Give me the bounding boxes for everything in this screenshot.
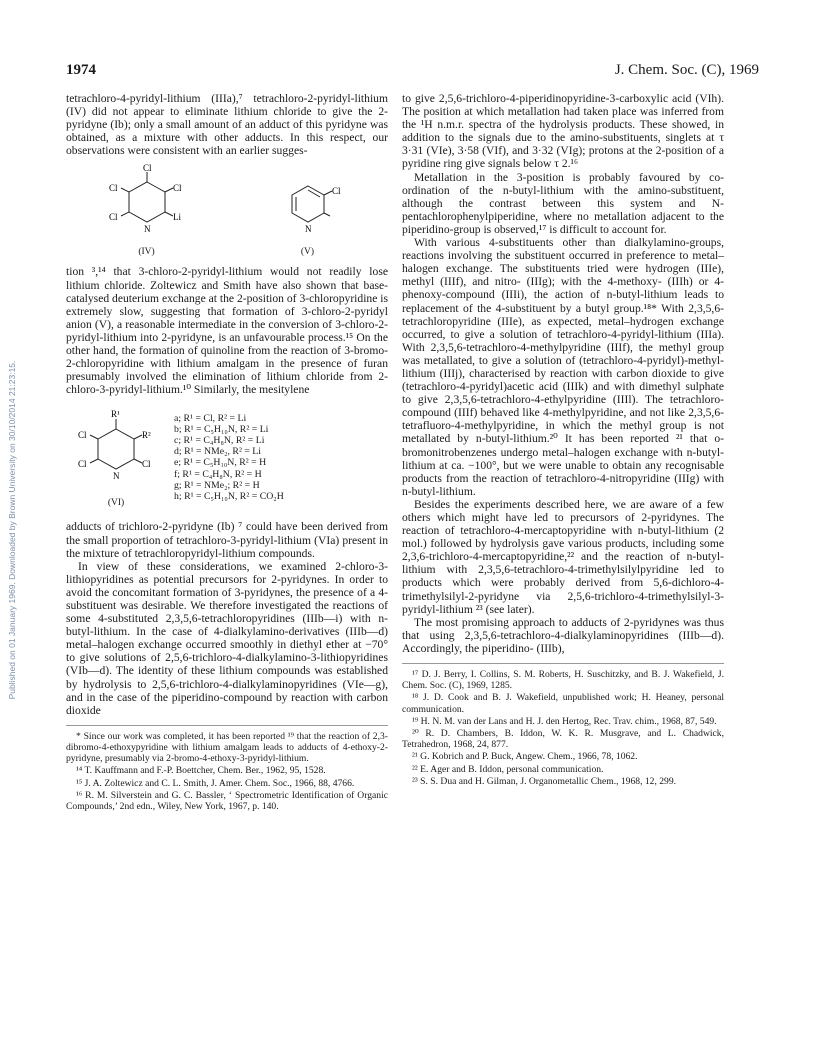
footnotes [402,663,724,787]
footnote: ²¹ G. Kobrich and P. Buck, Angew. Chem., 1966, 78, 1062. [412,751,638,763]
journal-header: J. Chem. Soc. (C), 1969 [614,62,759,78]
atom-cl: Cl [78,458,87,469]
publication-sidebar [1,0,23,1059]
atom-cl: Cl [172,183,182,194]
substituent-item: f; R¹ = C₄H₈N, R² = H [174,468,262,480]
substituent-item: c; R¹ = C₄H₈N, R² = Li [174,435,265,446]
substituent-item: e; R¹ = C₅H₁₀N, R² = H [174,457,267,469]
footnote: * Since our work was completed, it has been reported ¹⁹ that the reaction of 2,3-dibromo-4-ethoxypyridine with lithium amalgam leads to adducts of 4-ethoxy-2-pyridyne, presumably via 2-bromo-4-ethoxy-3-pyridyl-lithium. [66,730,388,765]
structure-label: (V) [300,247,315,258]
structure-vi-drawing [76,405,156,495]
atom-cl: Cl [108,212,118,223]
substituent-item: b; R¹ = C₅H₁₀N, R² = Li [174,423,269,435]
substituent-item: d; R¹ = NMe₂, R² = Li [174,446,262,458]
right-column [402,92,724,788]
atom-n: N [113,470,120,481]
substituent-item: a; R¹ = Cl, R² = Li [174,412,247,424]
substituent-item: h; R¹ = C₅H₁₀N, R² = CO₂H [174,491,284,503]
structure-vi-block [66,402,388,512]
structure-iv [107,164,187,259]
structure-v-drawing [268,164,348,244]
paragraph: With various 4-substituents other than dialkylamino-groups, reactions involving the substituent occurred in preference to metal–halogen exchange. The substituents tried were hydrogen (IIIe), methyl (IIIf), and nitro- (IIIg); with the 4-methoxy- (IIIh) or 4-phenoxy-compound (IIIi), the action of n-butyl-lithium leads to replacement of the 4-substituent by a butyl group.¹⁸* With 2,3,5,6-tetrachloropyridine (IIIe), as expected, metal–hydrogen exchange occurred, to give a solution of tetrachloro-4-pyridyl-lithium (IIIa). With 2,3,5,6-tetrachloro-4-methylpyridine (IIIf), the methyl group was metallated, to give a solution of (tetrachloro-4-pyridyl)-methyl-lithium (IIIj), characterised by reaction with carbon dioxide to give (tetrachloro-4-pyridyl)acetic acid (IIIk) and with dimethyl sulphate to give 2,3,5,6-tetrachloro-4-ethylpyridine (IIIl). The tetrachloro-compound (IIIf) behaved like 4-methylpyridine, and not like 2,3,5,6-tetrafluoro-4-methylpyridine, in which the methyl group is not metallated by n-butyl-lithium.²⁰ It has been reported ²¹ that o-bromonitrobenzenes undergo metal–halogen exchange with n-butyl-lithium at ca. −100°, but we were unable to obtain any recognisable products from the reaction of tetrachloro-4-nitropyridine (IIIg) with n-butyl-lithium. [402,236,724,498]
paragraph: In view of these considerations, we examined 2-chloro-3-lithiopyridines as potential precursors for 2-pyridynes. In order to avoid the concomitant formation of 3-pyridynes, the presence of a 4-substituent was desirable. We therefore investigated the reactions of some 4-substituted 2,3,5,6-tetrachloropyridines (IIIb—i) with n-butyl-lithium. In the case of 4-dialkylamino-derivatives (IIIb—d) metal–halogen exchange occurred smoothly in diethyl ether at −70° to give solutions of 2,5,6-trichloro-4-dialkylamino-3-lithiopyridines (VIb—d). The identity of these lithium compounds was established by hydrolysis to 2,5,6-trichloro-4-dialkylaminopyridines (VIe—g), and in the case of the piperidino-compound by reaction with carbon dioxide [66,559,388,717]
footnotes [66,725,388,812]
footnote: ¹⁶ R. M. Silverstein and G. C. Bassler, ‘ Spectrometric Identification of Organic Compounds,’ 2nd edn., Wiley, New York, 1967, p. 140. [66,789,388,813]
structure-iv-drawing [107,164,187,244]
footnote: ¹⁹ H. N. M. van der Lans and H. J. den Hertog, Rec. Trav. chim., 1968, 87, 549. [412,715,717,727]
structure-label: (VI) [107,497,125,508]
structure-v [268,164,348,259]
atom-r2: R² [142,429,151,440]
structure-row [66,161,388,259]
atom-n: N [143,224,150,235]
paragraph: Metallation in the 3-position is probably favoured by co-ordination of the n-butyl-lithium with the amino-substituent, although the contrast between this system and N-pentachlorophenylpiperidine, where no metallation adjacent to the piperidino-group is observed,¹⁷ is difficult to account for. [402,170,724,236]
footnote: ¹⁸ J. D. Cook and B. J. Wakefield, unpublished work; H. Heaney, personal communication. [402,692,724,715]
left-column [66,92,388,813]
paragraph: adducts of trichloro-2-pyridyne (Ib) ⁷ could have been derived from the small proportion of tetrachloro-3-pyridyl-lithium (VIa) present in the mixture of tetrachloropyridyl-lithium compounds. [66,520,388,560]
footnote: ²⁰ R. D. Chambers, B. Iddon, W. K. R. Musgrave, and L. Chadwick, Tetrahedron, 1968, 24, 877. [402,728,724,751]
atom-li: Li [172,212,181,223]
sidebar-text: Published on 01 January 1969. Downloaded by Brown University on 30/10/2014 21:23:15. [7,360,17,699]
atom-n: N [304,224,311,235]
atom-cl: Cl [142,458,151,469]
footnote: ²² E. Ager and B. Iddon, personal communication. [412,763,604,775]
structure-vi [76,405,156,510]
footnote: ¹⁵ J. A. Zoltewicz and C. L. Smith, J. Amer. Chem. Soc., 1966, 88, 4766. [76,777,355,789]
paragraph: to give 2,5,6-trichloro-4-piperidinopyridine-3-carboxylic acid (VIh). The position at which metallation had taken place was inferred from the ¹H n.m.r. spectra of the hydrolysis products. These showed, in addition to the signals due to the amino-substituents, singlets at τ 3·31 (VIe), 3·58 (VIf), and 3·32 (VIg); protons at the 2-position of a pyridine ring give signals below τ 2.¹⁶ [402,92,724,171]
paragraph: The most promising approach to adducts of 2-pyridynes was thus that using 2,3,5,6-tetrachloro-4-dialkylaminopyridines (IIIb—d). Accordingly, the piperidino- (IIIb), [402,615,724,655]
structure-label: (IV) [138,247,155,258]
footnote: ¹⁷ D. J. Berry, I. Collins, S. M. Roberts, H. Suschitzky, and B. J. Wakefield, J. Chem. Soc. (C), 1969, 1285. [402,669,724,692]
atom-cl: Cl [142,164,152,174]
footnote: ¹⁴ T. Kauffmann and F.-P. Boettcher, Chem. Ber., 1962, 95, 1528. [76,765,326,777]
footnote: ²³ S. S. Dua and H. Gilman, J. Organometallic Chem., 1968, 12, 299. [412,775,677,787]
page-number: 1974 [66,62,96,78]
atom-r1: R¹ [111,408,120,419]
paragraph: Besides the experiments described here, we are aware of a few others which might have led to precursors of 2-pyridynes. The reaction of tetrachloro-4-mercaptopyridine with n-butyl-lithium (2 mol.) followed by hydrolysis gave various products, including some 2,3,6-trichloro-4-mercaptopyridine,²² and the reaction of n-butyl-lithium with 2,3,5,6-tetrachloro-4-trimethylsilylpyridine led to products which were probably derived from 5,6-dichloro-4-trimethylsilyl-2-pyridyne via 2,5,6-trichloro-4-trimethylsilyl-3-pyridyl-lithium ²³ (see later). [402,497,724,616]
paragraph: tion ³,¹⁴ that 3-chloro-2-pyridyl-lithium would not readily lose lithium chloride. Zoltewicz and Smith have also shown that base-catalysed deuterium exchange at the 2-position of 3-chloropyridine is extremely slow, suggesting that formation of 3-chloro-2-pyridyl anion (V), a reasonable intermediate in the conversion of 3-chloro-2-pyridyl-lithium into 2-pyridyne, is an unfavourable process.¹⁵ On the other hand, the formation of quinoline from the reaction of 3-bromo-2-chloropyridine with lithium amalgam in the presence of furan presumably involved the elimination of lithium chloride from 2-chloro-3-pyridyl-lithium.¹⁰ Similarly, the mesitylene [66,265,388,397]
substituent-item: g; R¹ = NMe₂; R² = H [174,479,260,491]
atom-cl: Cl [78,429,87,440]
atom-cl: Cl [108,183,118,194]
paragraph: tetrachloro-4-pyridyl-lithium (IIIa),⁷ tetrachloro-2-pyridyl-lithium (IV) did not appear to eliminate lithium chloride to give the 2-pyridyne (Ib); only a small amount of an adduct of this pyridyne was obtained, as a mixture with other adducts. In this respect, our observations were consistent with an earlier sugges- [66,92,388,158]
substituent-list [174,413,284,503]
atom-cl: Cl [331,186,341,197]
